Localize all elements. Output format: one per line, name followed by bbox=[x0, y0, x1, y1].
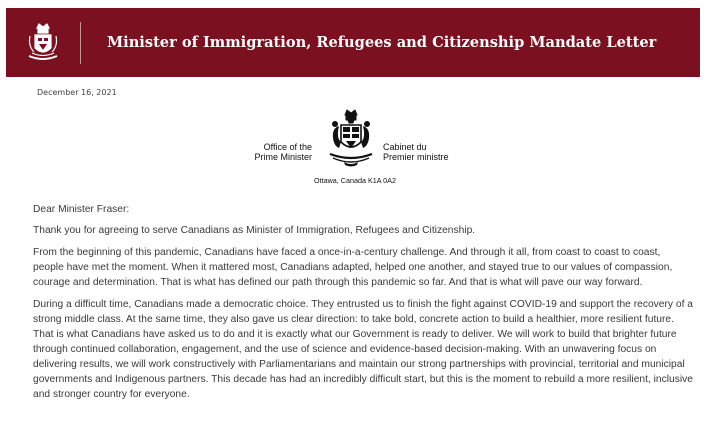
letter-date: December 16, 2021 bbox=[37, 88, 117, 97]
office-french bbox=[383, 142, 473, 162]
salutation: Dear Minister Fraser: bbox=[33, 204, 130, 215]
letter-body bbox=[33, 202, 693, 409]
office-french-line: Premier ministre bbox=[383, 152, 449, 162]
office-address: Ottawa, Canada K1A 0A2 bbox=[314, 176, 396, 185]
banner-divider bbox=[80, 22, 81, 64]
letter-paragraph: From the beginning of this pandemic, Canadians have faced a once-in-a-century challenge. And through it all, from coast to coast to coast, people have met the moment. When it mattered most, Canadians adapted, helped one another, and stayed true to our values of compassion, courage and determination. That is what has defined our path through this pandemic so far. And that is what will pave our way forward. bbox=[33, 247, 673, 288]
office-english-line: Office of the bbox=[263, 142, 312, 152]
office-english bbox=[247, 142, 312, 162]
office-english-line: Prime Minister bbox=[254, 152, 312, 162]
page-title: Minister of Immigration, Refugees and Citizenship Mandate Letter bbox=[107, 34, 657, 51]
letter-paragraph: During a difficult time, Canadians made a democratic choice. They entrusted us to finish the fight against COVID-19 and support the recovery of a strong middle class. At the same time, they also gave us clear direction: to take bold, concrete action to build a healthier, more resilient future. That is what Canadians have asked us to do and it is exactly what our Government is ready to deliver. We will work to build that brighter future through continued collaboration, engagement, and the use of science and evidence-based decision-making. With an unwavering focus on delivering results, we will work constructively with Parliamentarians and maintain our strong partnerships with provincial, territorial and municipal governments and Indigenous partners. This decade has had an incredibly difficult start, but this is the moment to rebuild a more resilient, inclusive and stronger country for everyone. bbox=[33, 299, 693, 400]
canada-coat-of-arms-icon bbox=[20, 20, 66, 66]
letter-paragraph: Thank you for agreeing to serve Canadians as Minister of Immigration, Refugees and Citizenship. bbox=[33, 225, 476, 236]
page-banner bbox=[6, 8, 700, 77]
letterhead bbox=[0, 108, 706, 188]
coat-of-arms-icon bbox=[324, 108, 378, 170]
office-french-line: Cabinet du bbox=[383, 142, 427, 152]
